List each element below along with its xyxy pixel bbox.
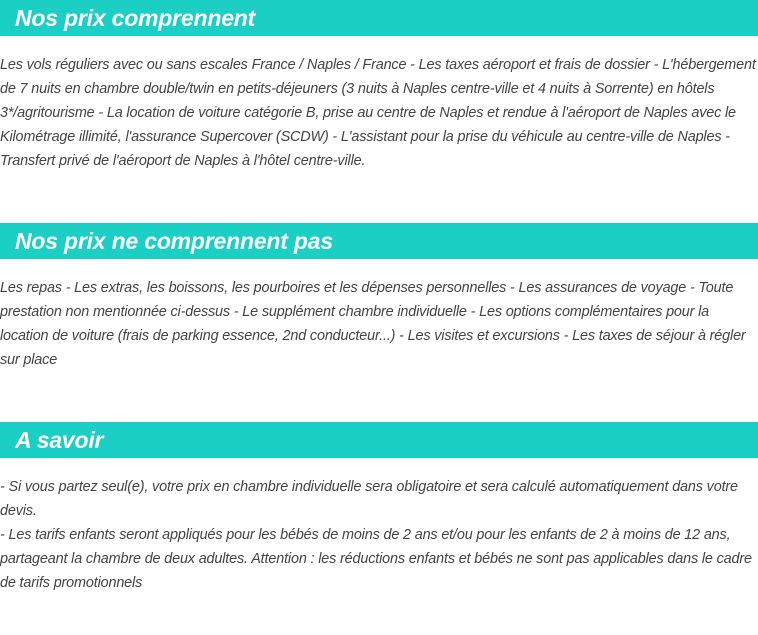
section-title: Nos prix ne comprennent pas [15,228,333,254]
section-body [0,53,758,173]
paragraph: - Les tarifs enfants seront appliqués pour les bébés de moins de 2 ans et/ou pour les enfants de 2 à moins de 12 ans, partageant la chambre de deux adultes. Attention : les réductions enfants et bébés ne sont pas applicables dans le cadre de tarifs promotionnels [0,527,752,591]
section-included [0,0,758,173]
section-not-included [0,223,758,372]
paragraph: Les repas - Les extras, les boissons, les pourboires et les dépenses personnelles - Les assurances de voyage - Toute prestation non mentionnée ci-dessus - Le supplément chambre individuelle - Les options complémentaires pour la location de voiture (frais de parking essence, 2nd conducteur...) - Les visites et excursions - Les taxes de séjour à régler sur place [0,280,746,368]
section-good-to-know [0,422,758,595]
section-header [0,223,758,259]
section-body [0,475,758,595]
paragraph: - Si vous partez seul(e), votre prix en chambre individuelle sera obligatoire et sera calculé automatiquement dans votre devis. [0,479,738,519]
section-header [0,422,758,458]
section-body [0,276,758,372]
section-header [0,0,758,36]
section-title: A savoir [15,427,104,453]
section-title: Nos prix comprennent [15,5,256,31]
paragraph: Les vols réguliers avec ou sans escales France / Naples / France - Les taxes aéroport et frais de dossier - L'hébergement de 7 nuits en chambre double/twin en petits-déjeuners (3 nuits à Naples centre-ville et 4 nuits à Sorrente) en hôtels 3*/agritourisme - La location de voiture catégorie B, prise au centre de Naples et rendue à l'aéroport de Naples avec le Kilométrage illimité, l'assurance Supercover (SCDW) - L'assistant pour la prise du véhicule au centre-ville de Naples - Transfert privé de l'aéroport de Naples à l'hôtel centre-ville. [0,57,756,169]
